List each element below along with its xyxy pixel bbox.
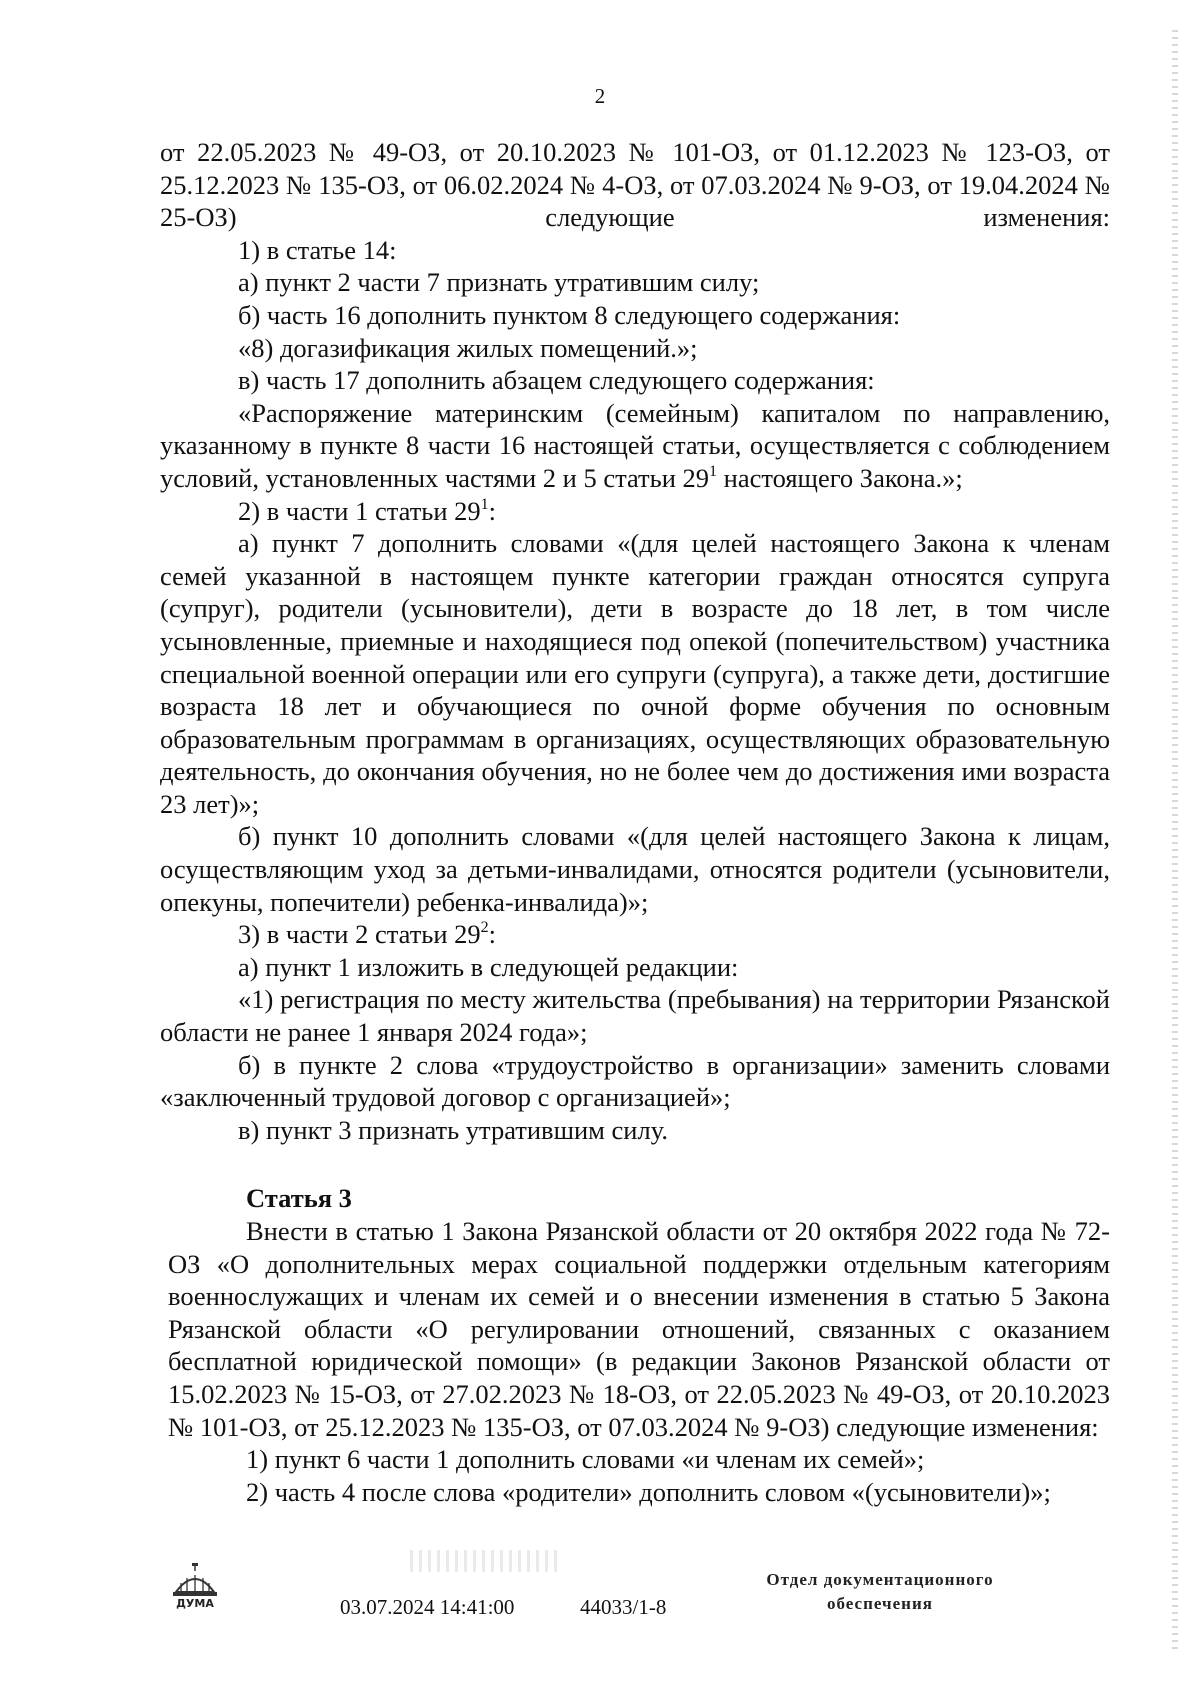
footer-datetime: 03.07.2024 14:41:00	[340, 1595, 515, 1619]
department-line: обеспечения	[827, 1594, 933, 1613]
article-title: Статья 3	[246, 1183, 352, 1214]
paragraph: б) пункт 10 дополнить словами «(для целей настоящего Закона к лицам, осуществляющим уход за детьми-инвалидами, относятся родители (усыновители, опекуны, попечители) ребенка-инвалида)»;	[160, 821, 1110, 917]
paragraph: Внести в статью 1 Закона Рязанской области от 20 октября 2022 года № 72-ОЗ «О дополнительных мерах социальной поддержки отдельным категориям военнослужащих и членам их семей и о внесении изменения в статью 5 Закона Рязанской области «О регулировании отношений, связанных с оказанием бесплатной юридической помощи» (в редакции Законов Рязанской области от 15.02.2023 № 15-ОЗ, от 27.02.2023 № 18-ОЗ, от 22.05.2023 № 49-ОЗ, от 20.10.2023 № 101-ОЗ, от 25.12.2023 № 135-ОЗ, от 07.03.2024 № 9-ОЗ) следующие изменения:	[168, 1216, 1110, 1442]
paragraph: б) часть 16 дополнить пунктом 8 следующего содержания:	[238, 299, 901, 330]
department-stamp	[730, 1568, 1030, 1616]
footer-doc-number: 44033/1-8	[580, 1595, 667, 1619]
paragraph: б) в пункте 2 слова «трудоустройство в организации» заменить словами «заключенный трудовой договор с организацией»;	[160, 1049, 1110, 1113]
paragraph: в) часть 17 дополнить абзацем следующего содержания:	[238, 365, 875, 396]
paragraph: а) пункт 2 части 7 признать утратившим силу;	[238, 267, 760, 298]
paragraph-text: 2) в части 1 статьи 29	[238, 495, 481, 526]
paragraph: от 22.05.2023 № 49-ОЗ, от 20.10.2023 № 101-ОЗ, от 01.12.2023 № 123-ОЗ, от 25.12.2023 № 135-ОЗ, от 06.02.2024 № 4-ОЗ, от 07.03.2024 № 9-ОЗ, от 19.04.2024 № 25-ОЗ) следующие изменения:	[160, 137, 1110, 233]
article-3	[168, 1182, 1110, 1508]
paragraph: 2) часть 4 после слова «родители» дополнить словом «(усыновители)»;	[246, 1476, 1051, 1507]
superscript: 1	[709, 462, 718, 480]
duma-logo	[168, 1562, 222, 1617]
duma-logo-icon	[168, 1562, 222, 1612]
logo-text: ДУМА	[176, 1597, 214, 1610]
paragraph	[160, 397, 1110, 495]
paragraph: 1) в статье 14:	[238, 234, 397, 265]
paragraph: в) пункт 3 признать утратившим силу.	[238, 1114, 668, 1145]
superscript: 1	[480, 495, 489, 513]
paragraph: 1) пункт 6 части 1 дополнить словами «и членам их семей»;	[246, 1444, 925, 1475]
paragraph	[160, 918, 1110, 951]
paragraph: «8) догазификация жилых помещений.»;	[238, 332, 698, 363]
paragraph: а) пункт 1 изложить в следующей редакции:	[238, 951, 739, 982]
paragraph: а) пункт 7 дополнить словами «(для целей настоящего Закона к членам семей указанной в настоящем пункте категории граждан относятся супруга (супруг), родители (усыновители), дети в возрасте до 18 лет, в том числе усыновленные, приемные и находящиеся под опекой (попечительством) участника специальной военной операции или его супруги (супруга), а также дети, достигшие возраста 18 лет и обучающиеся по очной форме обучения по основным образовательным программам в организациях, осуществляющих образовательную деятельность, до окончания обучения, но не более чем до достижения ими возраста 23 лет)»;	[160, 528, 1110, 819]
department-line: Отдел документационного	[766, 1570, 994, 1589]
paragraph-text: :	[488, 495, 497, 526]
paragraph	[160, 495, 1110, 528]
paragraph-text: 3) в части 2 статьи 29	[238, 919, 481, 950]
scan-edge-artifact	[1172, 30, 1178, 1650]
paragraph-text: :	[488, 919, 497, 950]
paragraph-text: «Распоряжение материнским (семейным) капиталом по направлению, указанному в пункте 8 части 16 настоящей статьи, осуществляется с соблюдением условий, установленных частями 2 и 5 статьи 29	[160, 397, 1110, 493]
paragraph: «1) регистрация по месту жительства (пребывания) на территории Рязанской области не ранее 1 января 2024 года»;	[160, 984, 1110, 1048]
stamp-smudge	[410, 1550, 560, 1572]
document-body	[160, 136, 1110, 1508]
page-number: 2	[594, 84, 606, 108]
paragraph-text: настоящего Закона.»;	[717, 462, 963, 493]
superscript: 2	[480, 919, 489, 937]
